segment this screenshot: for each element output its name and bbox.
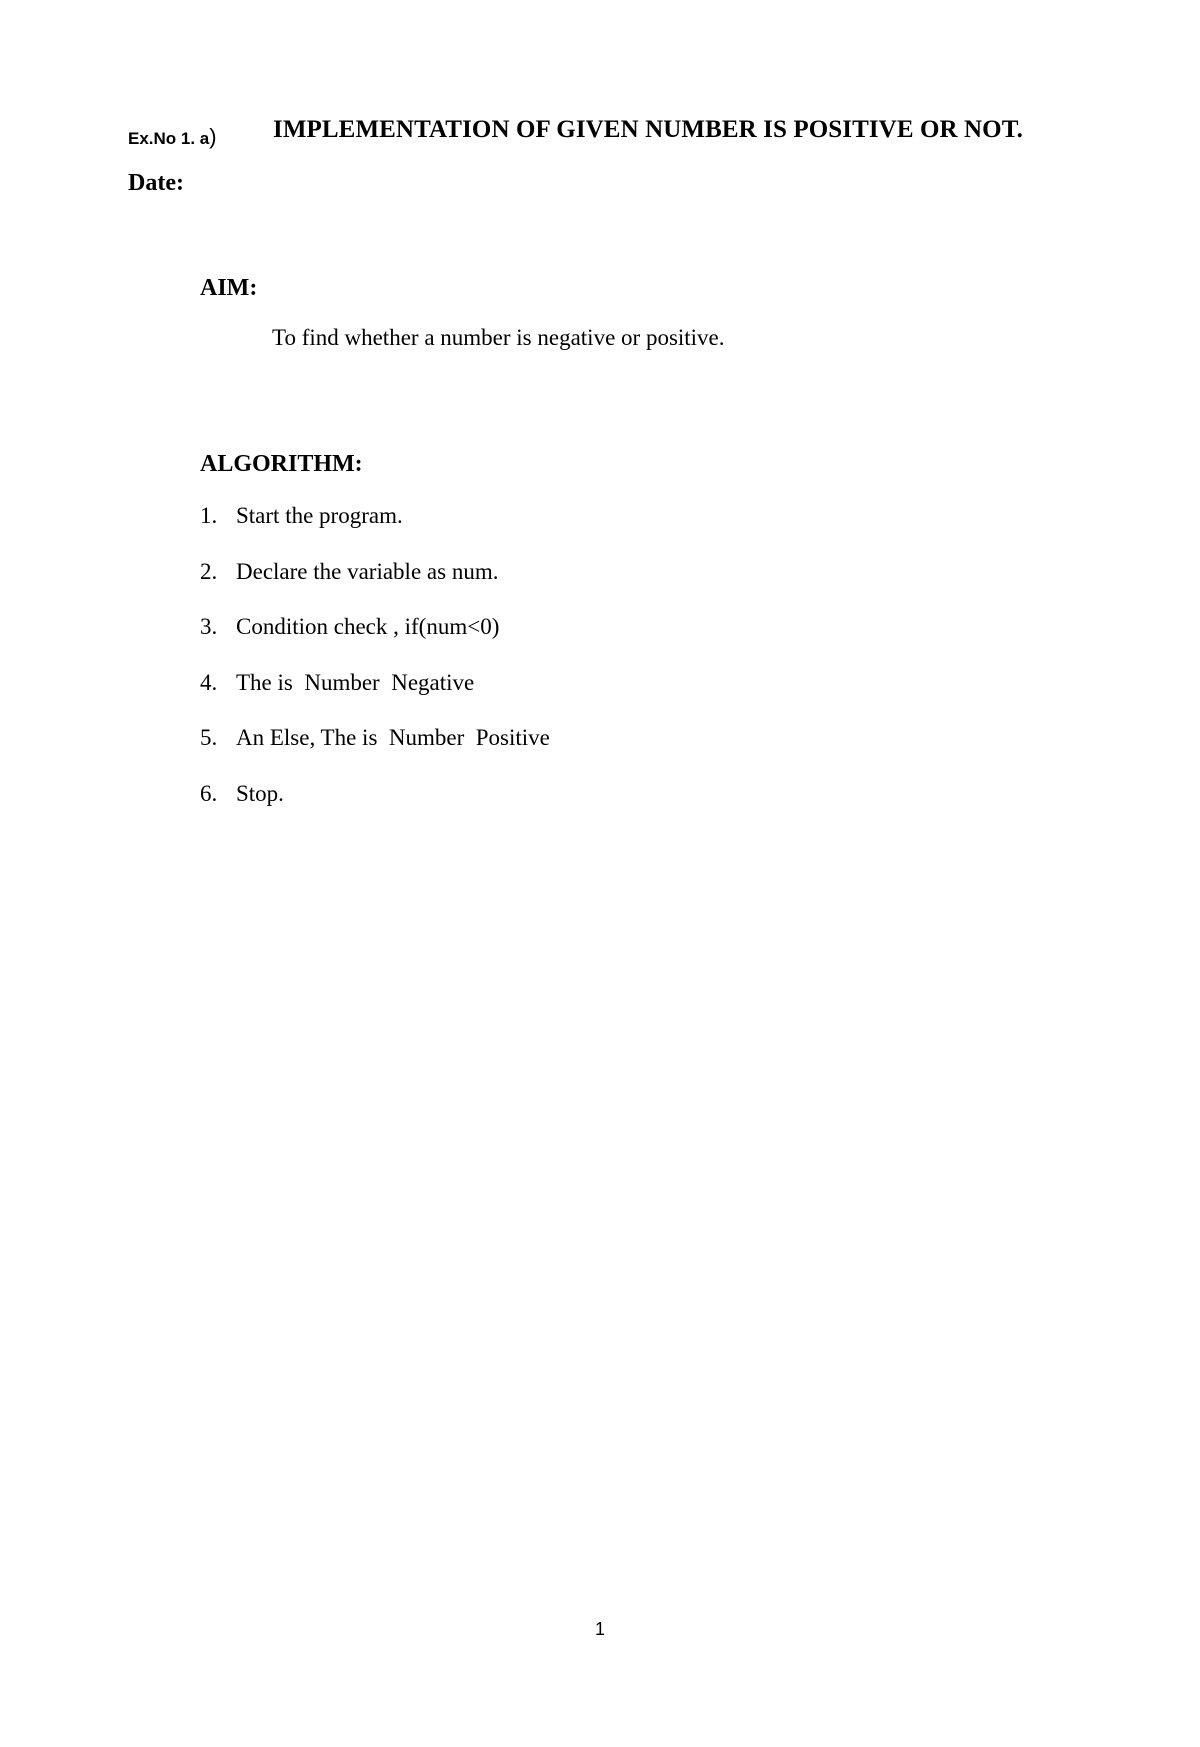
step-number: 3. <box>200 614 218 639</box>
step-text: Declare the variable as num. <box>236 558 499 584</box>
exercise-number <box>128 124 217 150</box>
algorithm-step <box>200 670 550 726</box>
aim-heading: AIM: <box>200 275 258 301</box>
step-number: 4. <box>200 669 218 695</box>
step-text: Start the program. <box>236 503 403 528</box>
algorithm-step <box>200 503 550 559</box>
algorithm-step <box>200 781 550 837</box>
algorithm-heading: ALGORITHM: <box>200 451 363 477</box>
step-text: The is Number Negative <box>236 669 475 695</box>
exercise-number-text: Ex.No 1. a <box>128 129 210 148</box>
exercise-number-paren: ) <box>209 124 217 149</box>
algorithm-steps <box>200 503 550 836</box>
step-text: Stop. <box>236 780 284 806</box>
algorithm-step <box>200 559 550 615</box>
date-label: Date: <box>128 170 184 196</box>
step-number: 5. <box>200 725 218 750</box>
exercise-header <box>128 116 1128 156</box>
exercise-title: IMPLEMENTATION OF GIVEN NUMBER IS POSITIVE OR NOT. <box>273 116 1023 143</box>
step-number: 1. <box>200 503 218 528</box>
algorithm-step <box>200 614 550 670</box>
step-number: 2. <box>200 558 218 584</box>
algorithm-step <box>200 725 550 781</box>
page-number: 1 <box>594 1619 605 1639</box>
step-text: An Else, The is Number Positive <box>236 725 550 750</box>
aim-text: To find whether a number is negative or positive. <box>272 325 725 350</box>
step-text: Condition check , if(num<0) <box>236 614 500 639</box>
step-number: 6. <box>200 780 218 806</box>
